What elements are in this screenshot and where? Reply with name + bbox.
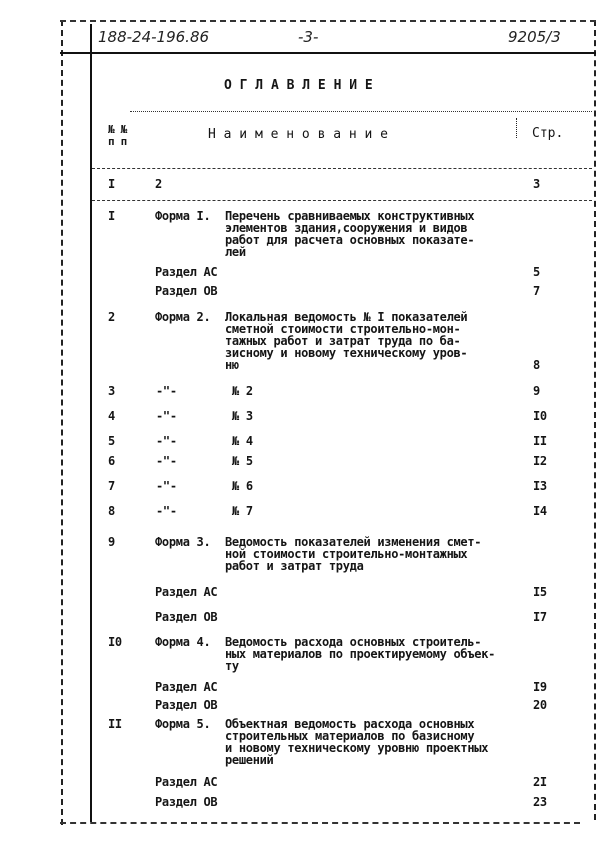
table-header-rule	[92, 168, 592, 169]
entry-number: 6	[108, 454, 115, 468]
page-header: Стр.	[532, 126, 564, 141]
entry-page-number: I3	[533, 479, 547, 493]
entry-description-line: работ и затрат труда	[225, 559, 364, 573]
inner-left-border	[90, 24, 92, 822]
entry-page-number: 20	[533, 698, 547, 712]
entry-form-label: Раздел АС	[155, 775, 218, 789]
num-header-bottom: п п	[108, 135, 127, 148]
entry-page-number: I7	[533, 610, 547, 624]
entry-number: II	[108, 717, 122, 731]
entry-number: 4	[108, 409, 115, 423]
entry-description-line: Объектная ведомость расхода основных	[225, 717, 475, 731]
column-numbers-rule	[92, 200, 592, 201]
top-border	[60, 20, 596, 22]
entry-form-label: Форма 3.	[155, 535, 211, 549]
entry-form-label: Форма I.	[155, 209, 211, 223]
entry-page-number: II	[533, 434, 547, 448]
table-top-rule	[130, 111, 592, 112]
entry-description-line: № 2	[232, 384, 253, 398]
entry-number: 8	[108, 504, 115, 518]
entry-form-label: Форма 2.	[155, 310, 211, 324]
entry-form-label: Раздел АС	[155, 585, 218, 599]
entry-description-line: № 6	[232, 479, 253, 493]
bottom-border	[60, 822, 580, 824]
entry-description-line: Перечень сравниваемых конструктивных	[225, 209, 475, 223]
right-border	[594, 20, 596, 820]
page-column-divider	[516, 118, 517, 138]
entry-page-number: 5	[533, 265, 540, 279]
entry-page-number: I4	[533, 504, 547, 518]
column-number-3: 3	[533, 177, 540, 191]
entry-page-number: 2I	[533, 775, 547, 789]
entry-number: I0	[108, 635, 122, 649]
entry-description-line: Локальная ведомость № I показателей	[225, 310, 468, 324]
entry-form-label: Раздел ОВ	[155, 795, 218, 809]
entry-description-line: № 5	[232, 454, 253, 468]
entry-description-line: строительных материалов по базисному	[225, 729, 475, 743]
entry-description-line: лей	[225, 245, 246, 259]
entry-form-label: -"-	[156, 479, 177, 493]
entry-form-label: Форма 4.	[155, 635, 211, 649]
entry-page-number: I0	[533, 409, 547, 423]
header-divider	[60, 52, 596, 54]
entry-number: 3	[108, 384, 115, 398]
entry-description-line: № 7	[232, 504, 253, 518]
entry-number: I	[108, 209, 115, 223]
archive-number: 9205/3	[508, 28, 561, 46]
page-number: -3-	[298, 28, 319, 46]
column-number-2: 2	[155, 177, 162, 191]
entry-form-label: -"-	[156, 384, 177, 398]
entry-form-label: -"-	[156, 434, 177, 448]
entry-description-line: ню	[225, 358, 239, 372]
entry-page-number: I9	[533, 680, 547, 694]
entry-description-line: ной стоимости строительно-монтажных	[225, 547, 468, 561]
entry-description-line: Ведомость показателей изменения смет-	[225, 535, 482, 549]
page-title: О Г Л А В Л Е Н И Е	[224, 78, 373, 93]
entry-description-line: № 4	[232, 434, 253, 448]
entry-form-label: -"-	[156, 454, 177, 468]
entry-form-label: -"-	[156, 504, 177, 518]
entry-description-line: Ведомость расхода основных строитель-	[225, 635, 482, 649]
entry-form-label: Раздел ОВ	[155, 698, 218, 712]
entry-description-line: работ для расчета основных показате-	[225, 233, 475, 247]
entry-form-label: Раздел ОВ	[155, 284, 218, 298]
entry-description-line: № 3	[232, 409, 253, 423]
entry-form-label: Раздел АС	[155, 265, 218, 279]
num-header-top: № №	[108, 123, 127, 136]
entry-number: 9	[108, 535, 115, 549]
entry-number: 2	[108, 310, 115, 324]
entry-page-number: I5	[533, 585, 547, 599]
entry-form-label: Раздел АС	[155, 680, 218, 694]
entry-page-number: 7	[533, 284, 540, 298]
entry-description-line: решений	[225, 753, 274, 767]
entry-form-label: Раздел ОВ	[155, 610, 218, 624]
entry-description-line: зисному и новому техническому уров-	[225, 346, 468, 360]
document-code: 188-24-196.86	[98, 28, 210, 46]
entry-description-line: сметной стоимости строительно-мон-	[225, 322, 461, 336]
entry-page-number: 8	[533, 358, 540, 372]
entry-form-label: -"-	[156, 409, 177, 423]
name-header: Н а и м е н о в а н и е	[208, 127, 389, 142]
entry-page-number: 23	[533, 795, 547, 809]
outer-left-border	[61, 20, 63, 825]
entry-description-line: элементов здания,сооружения и видов	[225, 221, 468, 235]
entry-description-line: ту	[225, 659, 239, 673]
entry-number: 5	[108, 434, 115, 448]
entry-number: 7	[108, 479, 115, 493]
entry-description-line: и новому техническому уровню проектных	[225, 741, 489, 755]
entry-description-line: тажных работ и затрат труда по ба-	[225, 334, 461, 348]
entry-description-line: ных материалов по проектируемому объек-	[225, 647, 496, 661]
entry-form-label: Форма 5.	[155, 717, 211, 731]
column-number-1: I	[108, 177, 115, 191]
entry-page-number: 9	[533, 384, 540, 398]
entry-page-number: I2	[533, 454, 547, 468]
